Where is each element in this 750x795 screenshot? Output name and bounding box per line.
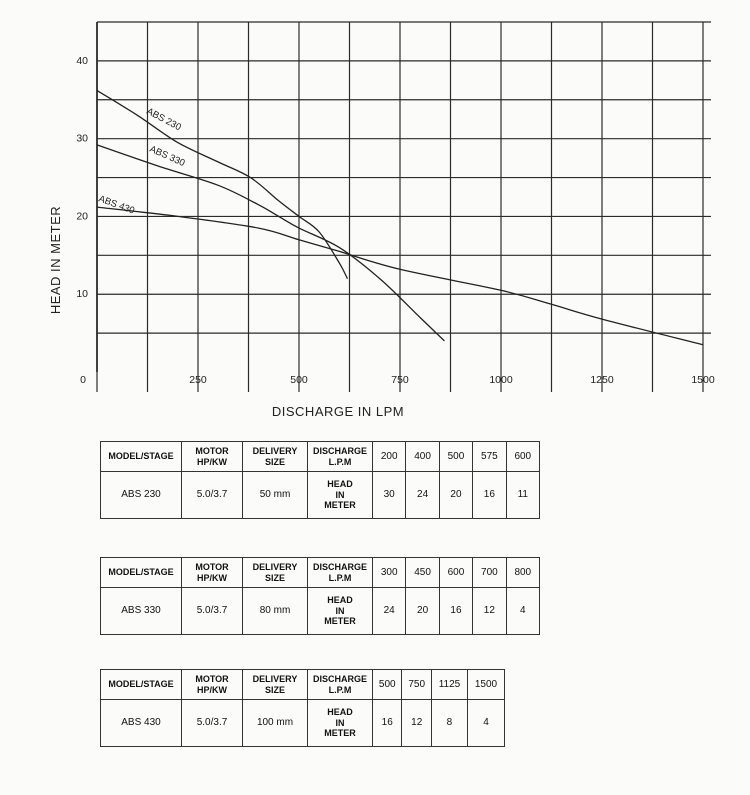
x-tick-label: 500 [290,374,308,386]
flow-value: 500 [439,442,472,472]
head-value: 24 [406,472,439,519]
series-label-abs330: ABS 330 [147,143,187,169]
y-tick-label: 10 [76,288,88,301]
flow-value: 700 [473,558,506,588]
head-label-line: HEAD [327,595,353,606]
delivery-header-label: DELIVERY [252,446,298,457]
head-value: 12 [402,700,431,747]
col-motor-header [182,442,243,472]
head-value: 11 [506,472,539,519]
flow-value: 200 [373,442,406,472]
flow-value: 300 [373,558,406,588]
head-value: 16 [473,472,506,519]
head-label-line: HEAD [327,707,353,718]
delivery-header-unit: SIZE [264,684,285,695]
head-value: 12 [473,588,506,635]
col-model-header: MODEL/STAGE [101,670,182,700]
motor-cell: 5.0/3.7 [182,700,243,747]
head-label-line: METER [324,500,356,511]
spec-table-abs330 [100,557,540,635]
delivery-cell: 80 mm [243,588,308,635]
discharge-header-unit: L.P.M [328,456,352,467]
model-cell: ABS 330 [101,588,182,635]
motor-header-unit: HP/KW [197,572,227,583]
x-tick-label: 750 [391,374,409,386]
delivery-header-unit: SIZE [264,572,285,583]
motor-cell: 5.0/3.7 [182,472,243,519]
y-axis-title: HEAD IN METER [48,205,63,315]
flow-value: 575 [473,442,506,472]
delivery-header-unit: SIZE [264,456,285,467]
motor-header-label: MOTOR [195,562,229,573]
series-line-abs230 [97,90,348,278]
col-model-header: MODEL/STAGE [101,558,182,588]
x-tick-labels [80,374,715,386]
x-tick-label: 250 [189,374,207,386]
discharge-header-label: DISCHARGE [312,562,367,573]
col-delivery-header [243,558,308,588]
col-discharge-header [308,670,373,700]
motor-header-label: MOTOR [195,674,229,685]
col-motor-header [182,670,243,700]
col-delivery-header [243,670,308,700]
col-delivery-header [243,442,308,472]
discharge-header-unit: L.P.M [328,684,352,695]
motor-header-unit: HP/KW [197,456,227,467]
x-tick-label: 1250 [590,374,614,386]
delivery-cell: 100 mm [243,700,308,747]
flow-value: 800 [506,558,539,588]
head-label-line: IN [335,489,345,500]
chart-grid [97,22,711,392]
delivery-header-label: DELIVERY [252,674,298,685]
delivery-cell: 50 mm [243,472,308,519]
y-tick-labels [76,55,88,300]
head-label-line: METER [324,616,356,627]
motor-cell: 5.0/3.7 [182,588,243,635]
y-tick-label: 30 [76,132,88,145]
x-tick-label: 1000 [489,374,513,386]
discharge-header-label: DISCHARGE [312,674,367,685]
head-label-cell [308,472,373,519]
motor-header-label: MOTOR [195,446,229,457]
head-label-cell [308,588,373,635]
col-discharge-header [308,558,373,588]
flow-value: 600 [506,442,539,472]
y-tick-label: 20 [76,210,88,223]
head-label-line: IN [335,717,345,728]
head-label-cell [308,700,373,747]
col-model-header: MODEL/STAGE [101,442,182,472]
head-value: 4 [467,700,504,747]
y-tick-label: 40 [76,54,88,67]
head-value: 4 [506,588,539,635]
flow-value: 1500 [467,670,504,700]
col-discharge-header [308,442,373,472]
flow-value: 600 [439,558,472,588]
head-value: 16 [373,700,402,747]
head-value: 20 [406,588,439,635]
head-value: 20 [439,472,472,519]
flow-value: 400 [406,442,439,472]
series-label-abs430: ABS 430 [96,193,136,217]
flow-value: 750 [402,670,431,700]
discharge-header-unit: L.P.M [328,572,352,583]
x-tick-label: 0 [80,374,86,386]
head-label-line: METER [324,728,356,739]
series-line-abs330 [97,145,444,341]
head-value: 24 [373,588,406,635]
spec-table-abs230 [100,441,540,519]
flow-value: 500 [373,670,402,700]
spec-table-abs430 [100,669,505,747]
motor-header-unit: HP/KW [197,684,227,695]
head-value: 30 [373,472,406,519]
head-label-line: HEAD [327,479,353,490]
delivery-header-label: DELIVERY [252,562,298,573]
head-value: 8 [431,700,467,747]
x-axis-title: DISCHARGE IN LPM [271,404,405,419]
col-motor-header [182,558,243,588]
head-label-line: IN [335,605,345,616]
head-value: 16 [439,588,472,635]
discharge-header-label: DISCHARGE [312,446,367,457]
model-cell: ABS 430 [101,700,182,747]
flow-value: 450 [406,558,439,588]
x-tick-label: 1500 [691,374,715,386]
flow-value: 1125 [431,670,467,700]
series-label-abs230: ABS 230 [144,105,183,134]
model-cell: ABS 230 [101,472,182,519]
